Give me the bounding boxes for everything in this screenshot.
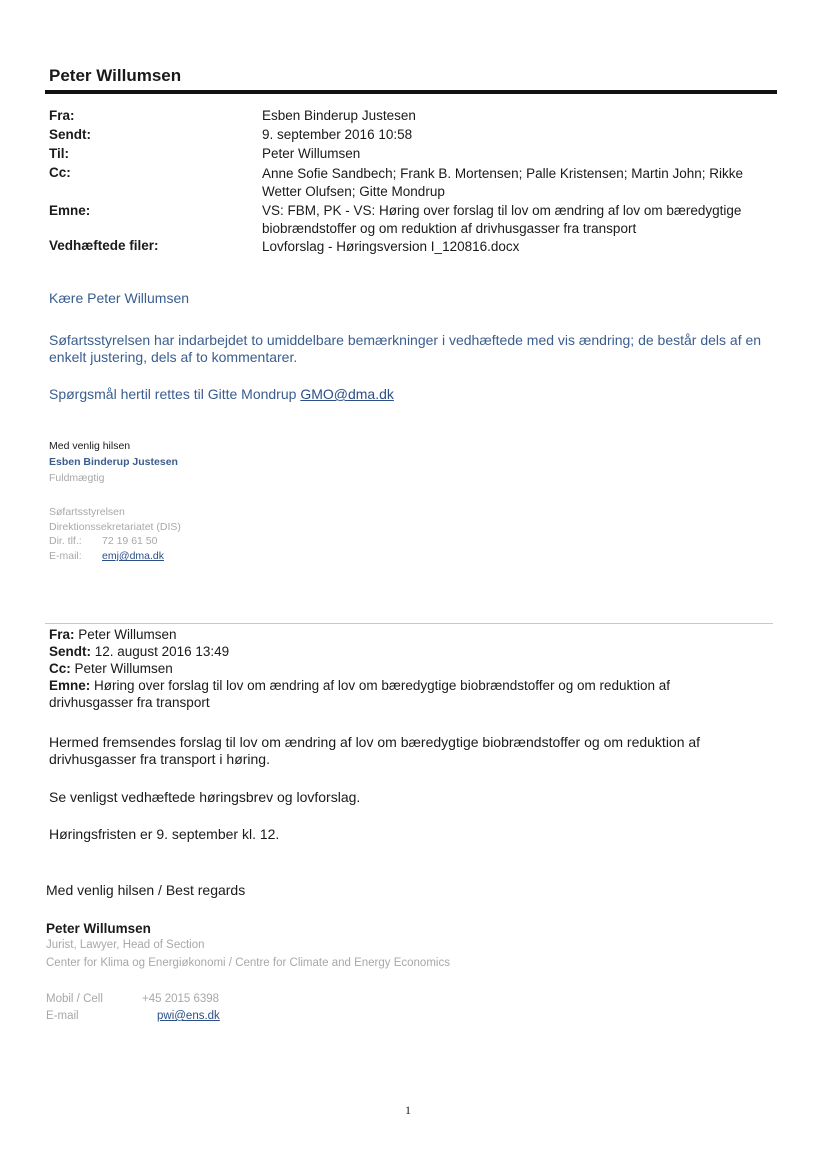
cc-value-line1: Anne Sofie Sandbech; Frank B. Mortensen; Palle Kristensen; Martin John; Rikke bbox=[262, 166, 743, 181]
to-label: Til: bbox=[49, 146, 69, 161]
signature-phone: 72 19 61 50 bbox=[102, 535, 158, 547]
header-rule bbox=[45, 90, 777, 94]
fwd-email-link[interactable]: pwi@ens.dk bbox=[157, 1010, 220, 1022]
fwd-cc bbox=[49, 661, 173, 676]
cc-value-line2: Wetter Olufsen; Gitte Mondrup bbox=[262, 184, 445, 199]
signature-closing: Med venlig hilsen bbox=[49, 440, 131, 452]
fwd-mobile-label: Mobil / Cell bbox=[46, 993, 103, 1005]
page-number: 1 bbox=[405, 1103, 411, 1117]
subject-value-line1: VS: FBM, PK - VS: Høring over forslag til lov om ændring af lov om bæredygtige bbox=[262, 203, 742, 218]
signature-dept: Direktionssekretariatet (DIS) bbox=[49, 521, 181, 533]
forward-separator bbox=[45, 623, 773, 624]
fwd-signature-center: Center for Klima og Energiøkonomi / Centre for Climate and Energy Economics bbox=[46, 957, 450, 969]
fwd-body-line1: Hermed fremsendes forslag til lov om ændring af lov om bæredygtige biobrændstoffer og om reduktion af bbox=[49, 734, 701, 750]
fwd-closing: Med venlig hilsen / Best regards bbox=[46, 882, 246, 898]
fwd-sent bbox=[49, 644, 229, 659]
cc-label: Cc: bbox=[49, 165, 71, 180]
sent-value: 9. september 2016 10:58 bbox=[262, 127, 413, 142]
from-label: Fra: bbox=[49, 108, 75, 123]
fwd-signature-title: Jurist, Lawyer, Head of Section bbox=[46, 939, 205, 951]
fwd-body-line2: drivhusgasser fra transport i høring. bbox=[49, 751, 270, 767]
fwd-mobile-value: +45 2015 6398 bbox=[142, 993, 220, 1005]
message-paragraph-line1: Søfartsstyrelsen har indarbejdet to umiddelbare bemærkninger i vedhæftede med vis ændring; de består dels af en bbox=[49, 332, 762, 348]
mailbox-owner: Peter Willumsen bbox=[49, 66, 182, 85]
fwd-cc-value: Peter Willumsen bbox=[74, 661, 173, 676]
contact-email-link[interactable]: GMO@dma.dk bbox=[300, 386, 394, 402]
subject-label: Emne: bbox=[49, 203, 91, 218]
attachments-label: Vedhæftede filer: bbox=[49, 238, 159, 253]
signature-name: Esben Binderup Justesen bbox=[49, 456, 178, 468]
fwd-subject-label: Emne: bbox=[49, 678, 91, 693]
to-value: Peter Willumsen bbox=[262, 146, 361, 161]
subject-value-line2: biobrændstoffer og om reduktion af drivhusgasser fra transport bbox=[262, 221, 637, 236]
fwd-from-value: Peter Willumsen bbox=[78, 627, 177, 642]
message-contact-text: Spørgsmål hertil rettes til Gitte Mondrup bbox=[49, 386, 301, 402]
fwd-subject-line2: drivhusgasser fra transport bbox=[49, 695, 210, 710]
signature-phone-label: Dir. tlf.: bbox=[49, 535, 82, 547]
fwd-email-label: E-mail bbox=[46, 1010, 79, 1022]
fwd-cc-label: Cc: bbox=[49, 661, 71, 676]
fwd-subject bbox=[49, 678, 670, 693]
fwd-from-label: Fra: bbox=[49, 627, 75, 642]
sent-label: Sendt: bbox=[49, 127, 91, 142]
signature-title: Fuldmægtig bbox=[49, 472, 105, 484]
from-value: Esben Binderup Justesen bbox=[262, 108, 416, 123]
fwd-sent-label: Sendt: bbox=[49, 644, 91, 659]
fwd-body-deadline: Høringsfristen er 9. september kl. 12. bbox=[49, 826, 280, 842]
fwd-sent-value: 12. august 2016 13:49 bbox=[94, 644, 230, 659]
signature-org: Søfartsstyrelsen bbox=[49, 506, 125, 518]
fwd-body-attachments: Se venligst vedhæftede høringsbrev og lovforslag. bbox=[49, 789, 361, 805]
attachment-file[interactable]: Lovforslag - Høringsversion I_120816.docx bbox=[262, 239, 520, 254]
fwd-from bbox=[49, 627, 177, 642]
message-contact bbox=[49, 386, 394, 402]
fwd-signature-name: Peter Willumsen bbox=[46, 921, 151, 936]
message-paragraph-line2: enkelt justering, dels af to kommentarer. bbox=[49, 349, 298, 365]
signature-email-link[interactable]: emj@dma.dk bbox=[102, 550, 165, 562]
signature-email-label: E-mail: bbox=[49, 550, 82, 562]
fwd-subject-value: Høring over forslag til lov om ændring af lov om bæredygtige biobrændstoffer og om reduktion af bbox=[94, 678, 671, 693]
greeting: Kære Peter Willumsen bbox=[49, 290, 190, 306]
